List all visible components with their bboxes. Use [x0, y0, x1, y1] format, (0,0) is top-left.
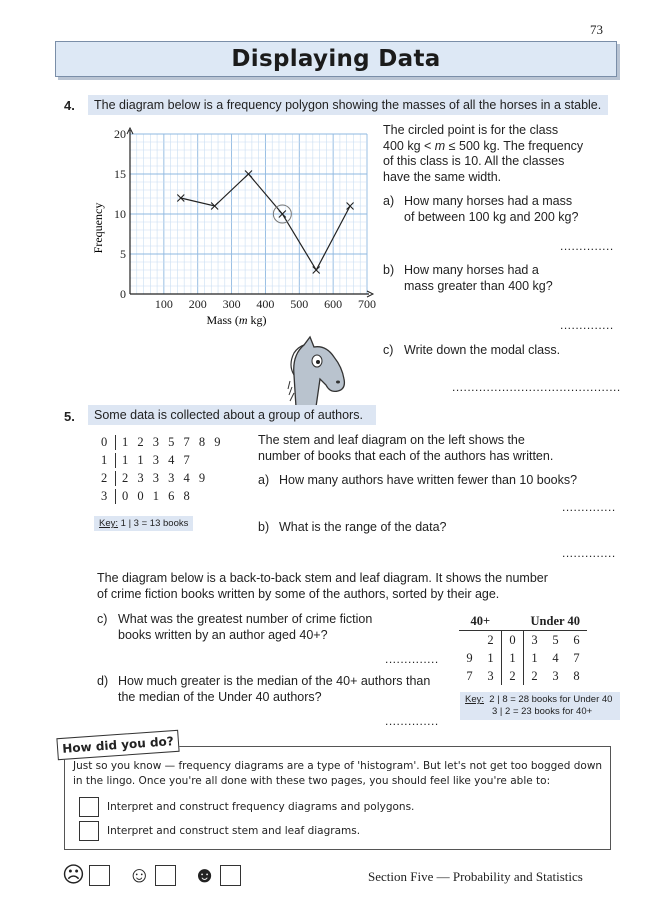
leaves: 2 3 3 3 4 9 — [115, 471, 205, 486]
q4-a-text — [404, 194, 578, 225]
x-axis-label: Mass (m kg) — [206, 313, 267, 327]
question-4-prompt: The diagram below is a frequency polygon showing the masses of all the horses in a stable. — [88, 95, 608, 115]
leaves: 0 0 1 6 8 — [115, 489, 190, 504]
q5-c-text — [118, 612, 372, 643]
q4-a-label: a) — [383, 194, 395, 208]
q4-a-answer-line[interactable]: .............. — [560, 239, 614, 253]
y-tick-label: 10 — [114, 207, 126, 221]
stem-leaf-row — [101, 453, 221, 471]
b2b-row — [459, 649, 587, 667]
key-text: 1 | 3 = 13 books — [120, 518, 189, 529]
rating-box-neutral[interactable] — [155, 865, 176, 886]
q5-a-answer-line[interactable]: .............. — [562, 500, 616, 514]
rating-box-happy[interactable] — [220, 865, 241, 886]
how-tag-text: How did you do? — [61, 734, 175, 756]
left-leaf: 2 — [487, 632, 494, 647]
right-leaf: 8 — [573, 668, 580, 683]
stem: 0 — [502, 631, 524, 650]
frequency-polygon-chart — [88, 120, 376, 335]
back-to-back-diagram — [459, 612, 587, 685]
q5-c-line: What was the greatest number of crime fiction — [118, 612, 373, 626]
right-leaf: 4 — [552, 650, 559, 665]
b2b-key — [460, 692, 620, 720]
x-tick-label: 400 — [256, 297, 275, 311]
key-line: 3 | 2 = 23 books for 40+ — [492, 706, 593, 717]
y-tick-label: 5 — [120, 247, 126, 261]
q5-c-answer-line[interactable]: .............. — [385, 652, 439, 666]
section-footer: Section Five — Probability and Statistics — [368, 869, 583, 884]
key-label: Key: — [465, 694, 485, 705]
q5-b-label: b) — [258, 520, 270, 534]
b2b-description — [97, 571, 548, 602]
stem-leaf-row — [101, 489, 221, 507]
horse-illustration — [280, 335, 355, 407]
q4-b-line: How many horses had a — [404, 263, 539, 277]
key-line: 2 | 8 = 28 books for Under 40 — [489, 694, 613, 705]
q4-b-answer-line[interactable]: .............. — [560, 318, 614, 332]
right-leaf: 2 — [531, 668, 538, 683]
y-axis-label: Frequency — [91, 202, 105, 254]
happy-face-icon: ☻ — [193, 862, 217, 887]
desc-line: number of books that each of the authors has written. — [258, 448, 554, 463]
question-4-info — [383, 123, 613, 185]
info-line: have the same width. — [383, 169, 502, 184]
q5-c-line: books written by an author aged 40+? — [118, 627, 328, 642]
q4-c-label: c) — [383, 343, 394, 357]
left-leaf: 9 — [466, 650, 473, 665]
checkbox-frequency[interactable] — [79, 797, 99, 817]
stem-leaf-key — [94, 516, 193, 531]
stem: 2 — [101, 471, 108, 485]
left-leaf — [459, 631, 480, 650]
q5-d-answer-line[interactable]: .............. — [385, 714, 439, 728]
how-intro — [73, 759, 603, 789]
q5-d-line: the median of the Under 40 authors? — [118, 689, 322, 704]
x-tick-label: 300 — [222, 297, 241, 311]
stem: 0 — [101, 435, 108, 449]
leaves: 1 2 3 5 7 8 9 — [115, 435, 221, 450]
desc-line: The diagram below is a back-to-back stem and leaf diagram. It shows the number — [97, 571, 548, 585]
checkbox-stem-leaf[interactable] — [79, 821, 99, 841]
how-item-1: Interpret and construct frequency diagrams and polygons. — [107, 801, 415, 813]
q4-c-answer-line[interactable]: ............................................ — [452, 380, 621, 394]
q5-b-answer-line[interactable]: .............. — [562, 546, 616, 560]
info-line: 400 kg < m ≤ 500 kg. The frequency — [383, 138, 584, 153]
stem: 1 — [502, 649, 524, 667]
info-line: of this class is 10. All the classes — [383, 154, 565, 168]
left-leaf: 1 — [487, 650, 494, 665]
question-4-number: 4. — [64, 98, 75, 113]
question-5-prompt: Some data is collected about a group of authors. — [88, 405, 376, 425]
page-number: 73 — [590, 22, 603, 37]
b2b-row — [459, 667, 587, 685]
q4-c-text: Write down the modal class. — [404, 343, 561, 357]
question-5-number: 5. — [64, 409, 75, 424]
how-line: in the lingo. Once you're all done with these two pages, you should feel like you're able to: — [73, 775, 551, 787]
stem: 2 — [502, 667, 524, 685]
right-leaf: 6 — [573, 632, 580, 647]
b2b-right-header: Under 40 — [530, 613, 580, 628]
chart-grid — [130, 134, 367, 294]
key-label: Key: — [99, 518, 119, 529]
stem-leaf-diagram — [101, 435, 221, 507]
page-title-banner — [55, 41, 617, 77]
q5-c-label: c) — [97, 612, 108, 626]
desc-line: The stem and leaf diagram on the left shows the — [258, 433, 525, 447]
right-leaf: 1 — [531, 650, 538, 665]
x-tick-label: 600 — [324, 297, 343, 311]
b2b-left-header: 40+ — [470, 613, 491, 628]
sad-face-icon: ☹ — [62, 862, 85, 887]
q4-b-label: b) — [383, 263, 395, 277]
q4-a-line: of between 100 kg and 200 kg? — [404, 209, 579, 224]
left-leaf: 3 — [487, 668, 494, 683]
stem: 1 — [101, 453, 108, 467]
how-did-you-do-box — [64, 746, 611, 850]
y-tick-label: 20 — [114, 127, 126, 141]
q5-d-label: d) — [97, 674, 109, 688]
stem: 3 — [101, 489, 108, 503]
right-leaf: 3 — [531, 632, 538, 647]
q5-b-text: What is the range of the data? — [279, 520, 447, 534]
q5-d-text — [118, 674, 430, 705]
q5-description — [258, 433, 553, 464]
stem-leaf-row — [101, 435, 221, 453]
q5-d-line: How much greater is the median of the 40+ authors than — [118, 674, 431, 688]
y-tick-label: 15 — [114, 167, 126, 181]
how-item-2: Interpret and construct stem and leaf diagrams. — [107, 825, 361, 837]
q5-a-label: a) — [258, 473, 270, 487]
q4-b-text — [404, 263, 553, 294]
q4-b-line: mass greater than 400 kg? — [404, 278, 553, 293]
b2b-row — [459, 631, 587, 650]
leaves: 1 1 3 4 7 — [115, 453, 190, 468]
x-tick-label: 700 — [358, 297, 376, 311]
info-line: The circled point is for the class — [383, 123, 559, 137]
right-leaf: 7 — [573, 650, 580, 665]
neutral-face-icon: ☺ — [128, 862, 151, 887]
right-leaf: 3 — [552, 668, 559, 683]
how-line: Just so you know — frequency diagrams are a type of 'histogram'. But let's not get too bogged down — [73, 760, 603, 772]
stem-leaf-row — [101, 471, 221, 489]
y-tick-label: 0 — [120, 287, 126, 301]
q5-a-text: How many authors have written fewer than 10 books? — [279, 473, 578, 487]
page-title: Displaying Data — [231, 46, 441, 72]
right-leaf: 5 — [552, 632, 559, 647]
q4-a-line: How many horses had a mass — [404, 194, 573, 208]
x-tick-label: 100 — [154, 297, 173, 311]
left-leaf: 7 — [466, 668, 473, 683]
x-tick-label: 200 — [188, 297, 207, 311]
x-tick-label: 500 — [290, 297, 309, 311]
desc-line: of crime fiction books written by some of the authors, sorted by their age. — [97, 586, 500, 601]
rating-box-sad[interactable] — [89, 865, 110, 886]
